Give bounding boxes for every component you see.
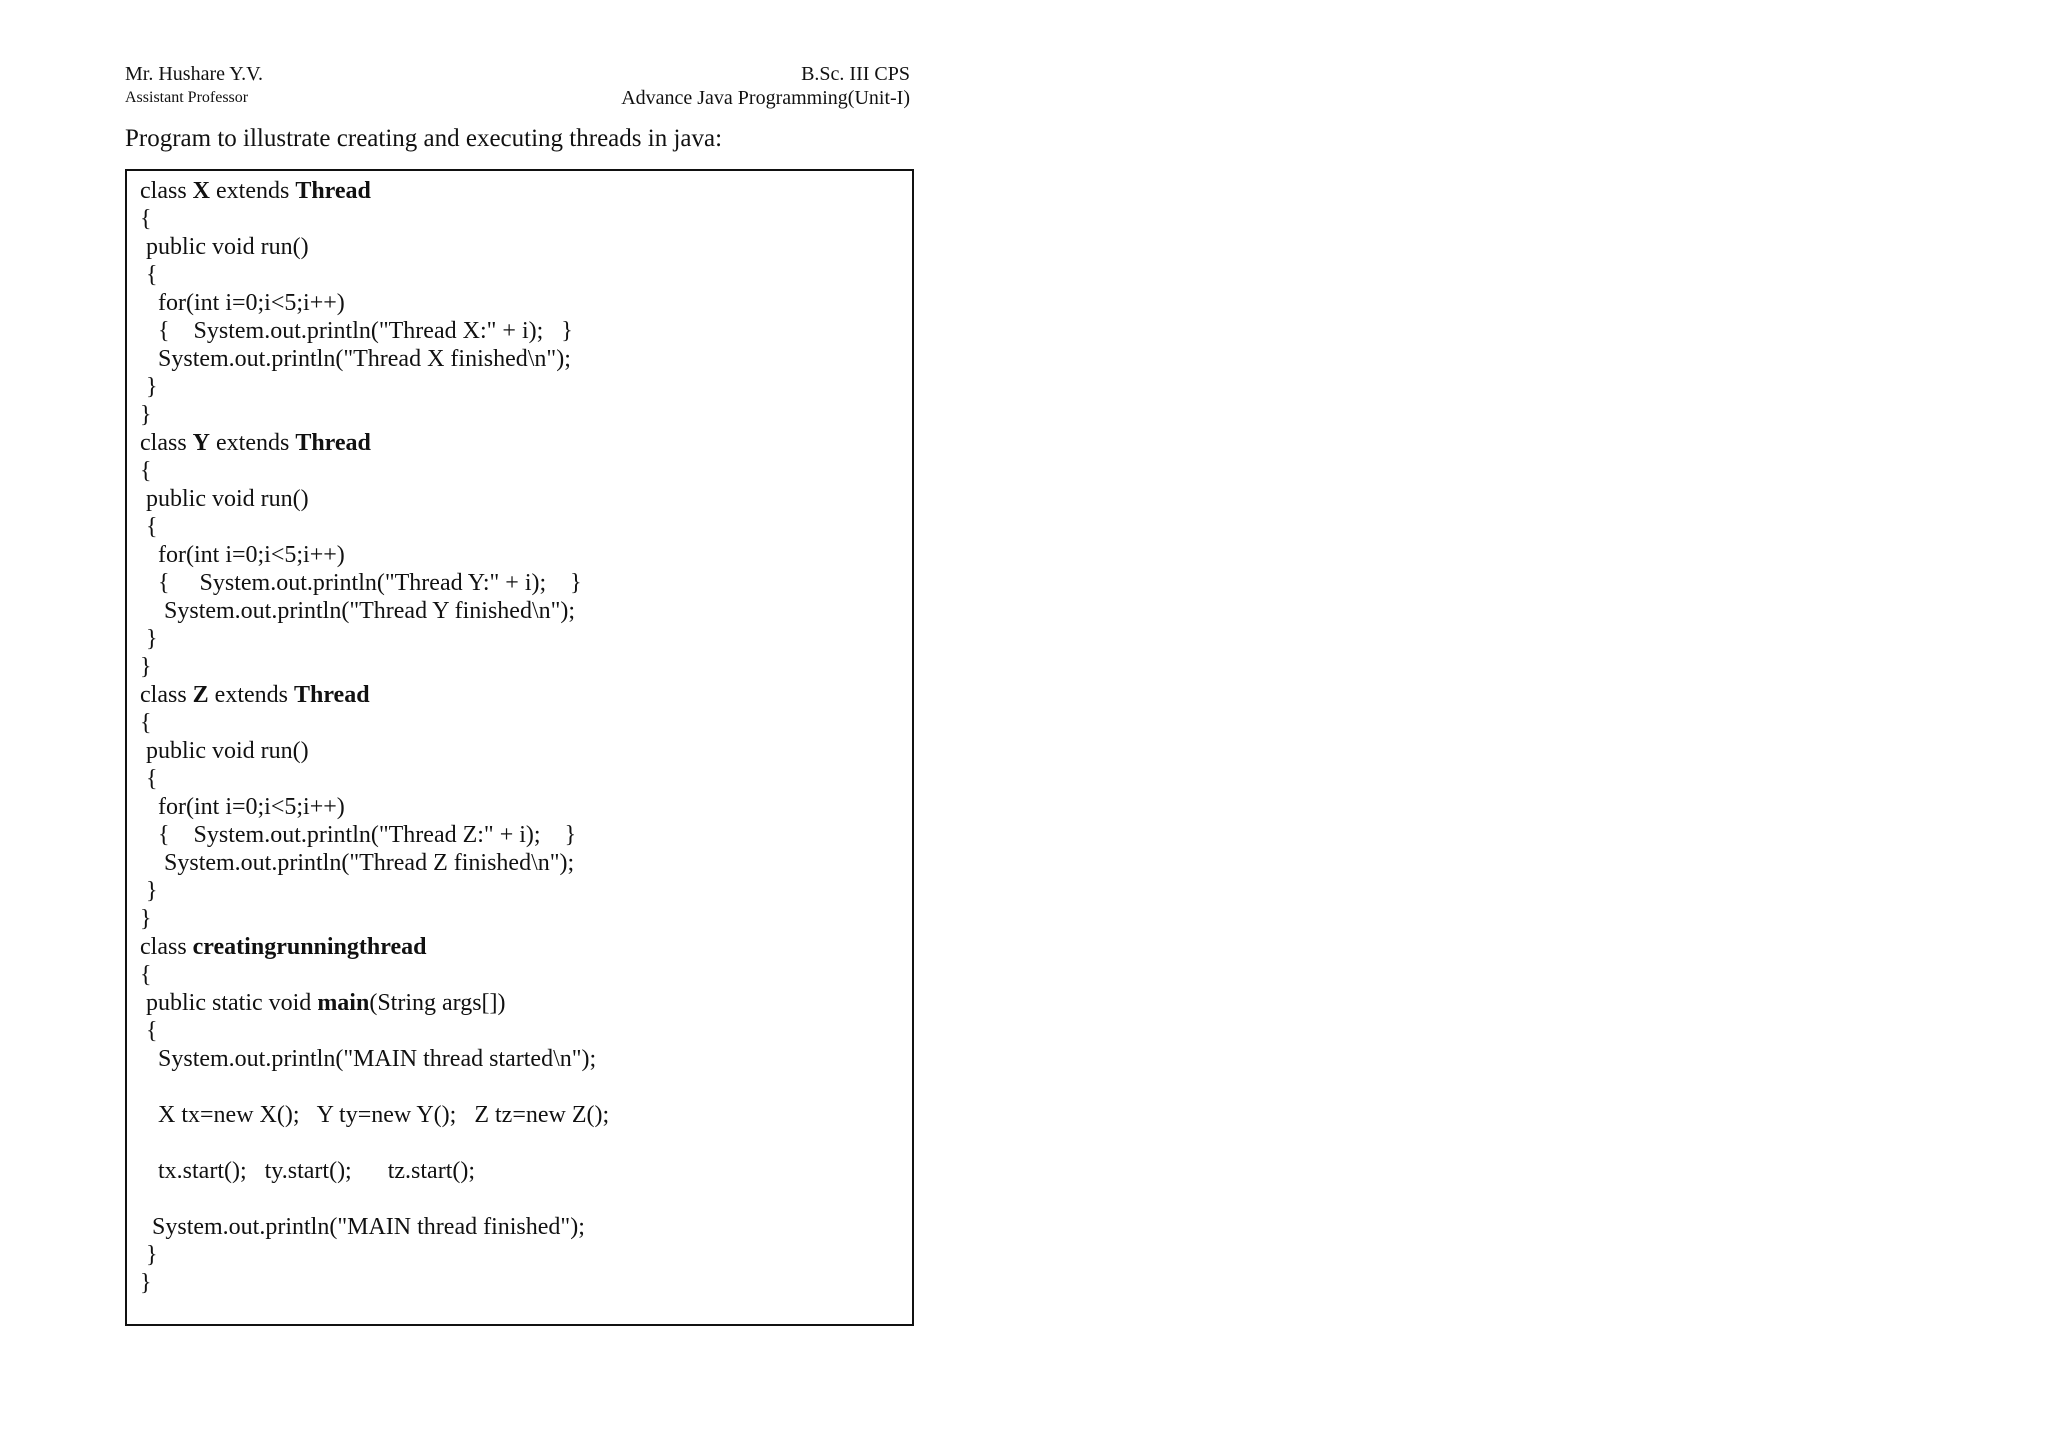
- code-text: public void run(): [140, 738, 309, 764]
- code-text: extends: [210, 430, 296, 456]
- code-text: {: [140, 458, 152, 484]
- code-line: [140, 1185, 912, 1213]
- code-line: [140, 429, 912, 457]
- code-line: [140, 1073, 912, 1101]
- header-right: [560, 62, 910, 110]
- code-text: class: [140, 178, 193, 204]
- code-line: [140, 877, 912, 905]
- code-line: [140, 849, 912, 877]
- code-text: {: [140, 1018, 158, 1044]
- code-text: class: [140, 934, 193, 960]
- code-line: [140, 205, 912, 233]
- code-listing-box: [125, 169, 914, 1326]
- code-line: [140, 569, 912, 597]
- code-line: [140, 289, 912, 317]
- code-text: extends: [208, 682, 294, 708]
- code-line: [140, 457, 912, 485]
- unit-label: Advance Java Programming(Unit-I): [621, 87, 910, 109]
- code-text: }: [140, 654, 152, 680]
- code-line: [140, 793, 912, 821]
- code-text: }: [140, 626, 158, 652]
- code-text: System.out.println("Thread Y finished\n");: [140, 598, 576, 624]
- code-text: {: [140, 766, 158, 792]
- code-line: [140, 177, 912, 205]
- code-line: [140, 905, 912, 933]
- code-keyword: X: [192, 178, 210, 204]
- code-text: {: [140, 206, 152, 232]
- code-line: [140, 1045, 912, 1073]
- code-line: [140, 821, 912, 849]
- code-text: public static void: [140, 990, 318, 1016]
- code-text: for(int i=0;i<5;i++): [140, 794, 345, 820]
- code-text: public void run(): [140, 234, 309, 260]
- code-text: {: [140, 514, 158, 540]
- code-text: public void run(): [140, 486, 309, 512]
- course-label: B.Sc. III CPS: [801, 63, 910, 85]
- code-line: [140, 513, 912, 541]
- code-keyword: creatingrunningthread: [192, 934, 427, 960]
- code-keyword: Thread: [295, 430, 371, 456]
- author-role: Assistant Professor: [125, 89, 249, 106]
- code-keyword: main: [317, 990, 370, 1016]
- code-text: for(int i=0;i<5;i++): [140, 290, 345, 316]
- code-text: }: [140, 1242, 158, 1268]
- code-line: [140, 485, 912, 513]
- code-text: (String args[]): [369, 990, 506, 1016]
- code-text: { System.out.println("Thread X:" + i); }: [140, 318, 573, 344]
- code-line: [140, 765, 912, 793]
- code-text: System.out.println("MAIN thread finished");: [140, 1214, 585, 1240]
- code-keyword: Thread: [293, 682, 370, 708]
- code-line: [140, 401, 912, 429]
- code-line: [140, 345, 912, 373]
- code-text: }: [140, 402, 152, 428]
- code-line: [140, 709, 912, 737]
- code-text: X tx=new X(); Y ty=new Y(); Z tz=new Z();: [140, 1102, 610, 1128]
- code-line: [140, 373, 912, 401]
- header-left: [125, 62, 263, 110]
- code-keyword: Z: [192, 682, 209, 708]
- code-text: class: [140, 430, 193, 456]
- code-text: { System.out.println("Thread Y:" + i); }: [140, 570, 582, 596]
- code-lines: [140, 177, 912, 1297]
- code-line: [140, 233, 912, 261]
- code-text: extends: [210, 178, 296, 204]
- code-text: {: [140, 710, 152, 736]
- code-text: }: [140, 374, 158, 400]
- code-line: [140, 1241, 912, 1269]
- code-text: {: [140, 262, 158, 288]
- code-text: { System.out.println("Thread Z:" + i); }: [140, 822, 577, 848]
- code-text: for(int i=0;i<5;i++): [140, 542, 345, 568]
- code-line: [140, 541, 912, 569]
- code-text: }: [140, 878, 158, 904]
- code-line: [140, 1017, 912, 1045]
- code-keyword: Thread: [295, 178, 371, 204]
- code-line: [140, 317, 912, 345]
- code-text: System.out.println("MAIN thread started\n");: [140, 1046, 597, 1072]
- code-line: [140, 1101, 912, 1129]
- code-text: System.out.println("Thread X finished\n");: [140, 346, 571, 372]
- code-line: [140, 989, 912, 1017]
- code-text: }: [140, 906, 152, 932]
- code-line: [140, 1269, 912, 1297]
- code-line: [140, 737, 912, 765]
- code-text: tx.start(); ty.start(); tz.start();: [140, 1158, 476, 1184]
- code-text: {: [140, 962, 152, 988]
- code-line: [140, 1129, 912, 1157]
- code-line: [140, 597, 912, 625]
- code-line: [140, 933, 912, 961]
- code-text: class: [140, 682, 193, 708]
- code-line: [140, 1213, 912, 1241]
- code-text: System.out.println("Thread Z finished\n");: [140, 850, 575, 876]
- code-text: }: [140, 1270, 152, 1296]
- code-line: [140, 961, 912, 989]
- code-line: [140, 653, 912, 681]
- code-line: [140, 1157, 912, 1185]
- code-line: [140, 681, 912, 709]
- author-name: Mr. Hushare Y.V.: [125, 63, 263, 85]
- code-line: [140, 625, 912, 653]
- program-intro: Program to illustrate creating and executing threads in java:: [125, 125, 723, 152]
- code-keyword: Y: [192, 430, 210, 456]
- code-line: [140, 261, 912, 289]
